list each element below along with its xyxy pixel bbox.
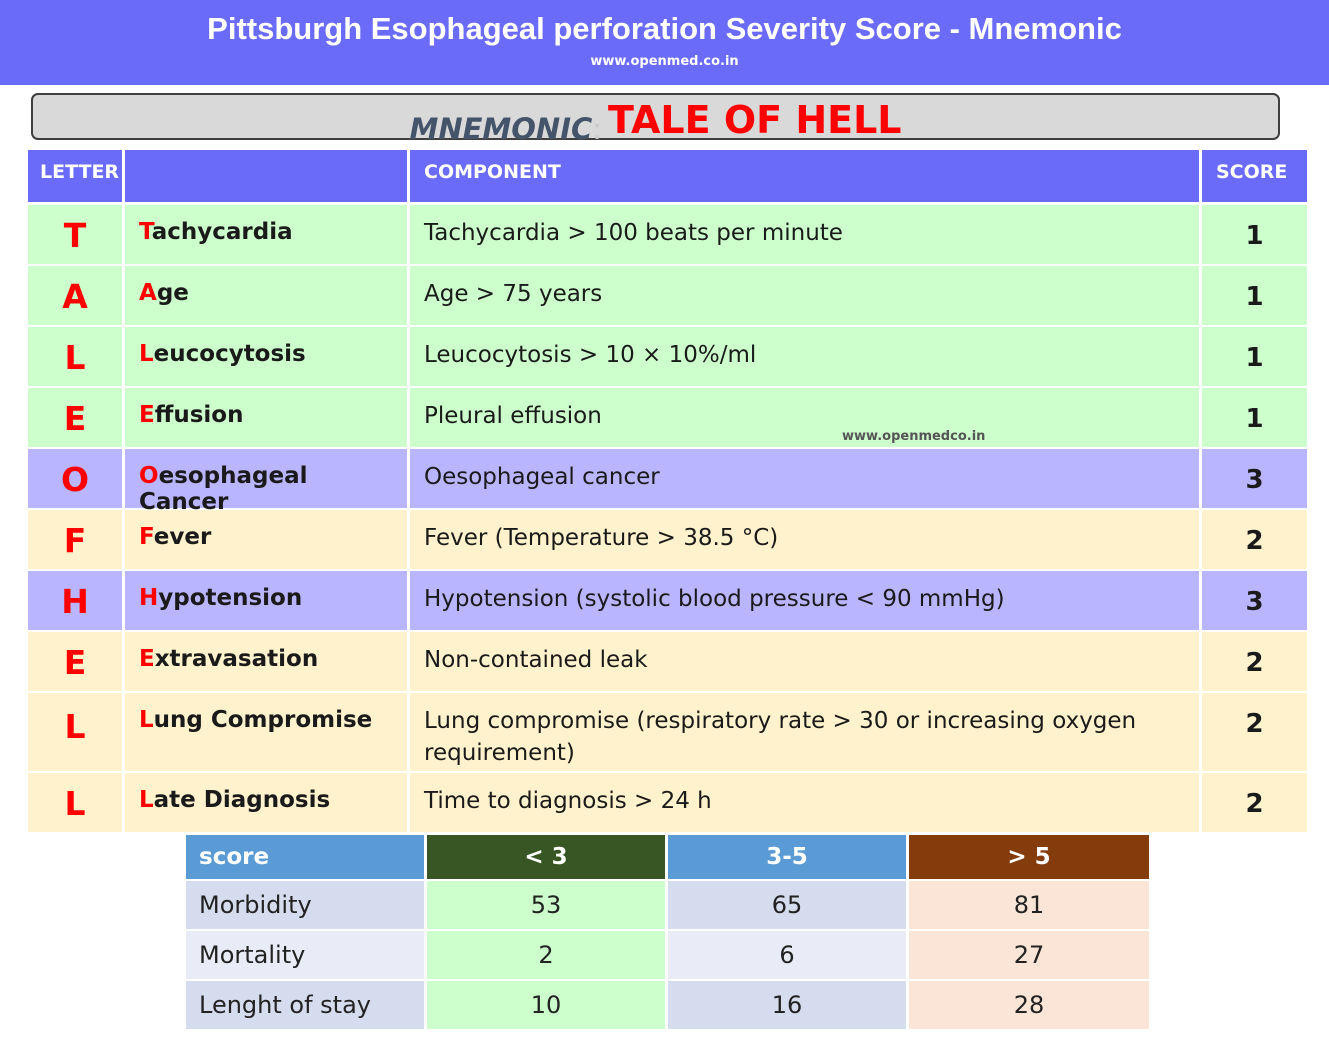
row-name xyxy=(125,388,410,447)
page-header xyxy=(0,0,1329,85)
outcome-label: Mortality xyxy=(186,931,427,979)
row-name-initial: T xyxy=(139,219,152,245)
header-name xyxy=(125,150,410,202)
table-row xyxy=(28,264,1307,325)
page-title: Pittsburgh Esophageal perforation Severity Score - Mnemonic xyxy=(207,11,1122,46)
header-component: COMPONENT xyxy=(410,150,1202,202)
header-url: www.openmed.co.in xyxy=(590,54,739,69)
row-name-initial: O xyxy=(139,463,159,489)
row-component: Time to diagnosis > 24 h xyxy=(410,773,1202,832)
row-name-initial: E xyxy=(139,646,155,672)
table-row xyxy=(28,569,1307,630)
outcome-value: 53 xyxy=(427,881,668,929)
outcome-value: 2 xyxy=(427,931,668,979)
row-score: 1 xyxy=(1245,404,1264,434)
row-name-initial: L xyxy=(139,787,154,813)
table-row xyxy=(28,630,1307,691)
row-score: 1 xyxy=(1245,221,1264,251)
outcome-row xyxy=(186,879,1149,929)
row-name xyxy=(125,773,410,832)
row-score: 1 xyxy=(1245,343,1264,373)
row-name-initial: L xyxy=(139,707,154,733)
table-row xyxy=(28,771,1307,832)
row-name xyxy=(125,510,410,569)
outcome-table xyxy=(186,835,1149,1029)
row-name xyxy=(125,693,410,771)
row-name xyxy=(125,327,410,386)
row-name xyxy=(125,449,410,515)
row-component: Age > 75 years xyxy=(410,266,1202,325)
outcome-value: 65 xyxy=(668,881,909,929)
table-header-row xyxy=(28,150,1307,203)
outcome-header-high: > 5 xyxy=(909,835,1149,879)
row-score: 2 xyxy=(1245,709,1264,739)
row-name-rest: ffusion xyxy=(154,402,244,428)
table-row xyxy=(28,447,1307,515)
row-letter: L xyxy=(28,693,125,771)
row-letter: L xyxy=(28,327,125,386)
row-component: Tachycardia > 100 beats per minute xyxy=(410,205,1202,264)
outcome-header-mid: 3-5 xyxy=(668,835,909,879)
outcome-label: Morbidity xyxy=(186,881,427,929)
row-score: 2 xyxy=(1245,526,1264,556)
outcome-value: 6 xyxy=(668,931,909,979)
row-name xyxy=(125,205,410,264)
table-row xyxy=(28,386,1307,447)
table-row xyxy=(28,691,1307,771)
row-letter: H xyxy=(28,571,125,630)
outcome-header-score: score xyxy=(186,835,427,879)
row-name-rest: achycardia xyxy=(151,219,293,245)
outcome-value: 10 xyxy=(427,981,668,1029)
outcome-row xyxy=(186,929,1149,979)
row-score: 3 xyxy=(1245,587,1264,617)
row-name-initial: E xyxy=(139,402,155,428)
row-name xyxy=(125,571,410,630)
outcome-value: 27 xyxy=(909,931,1149,979)
row-score: 2 xyxy=(1245,648,1264,678)
row-name xyxy=(125,632,410,691)
row-name xyxy=(125,266,410,325)
mnemonic-banner xyxy=(31,93,1280,146)
mnemonic-text: TALE OF HELL xyxy=(608,98,902,142)
watermark: www.openmedco.in xyxy=(842,429,986,444)
outcome-value: 81 xyxy=(909,881,1149,929)
row-name-rest: xtravasation xyxy=(154,646,319,672)
row-name-rest: ge xyxy=(156,280,189,306)
row-name-initial: H xyxy=(139,585,159,611)
outcome-label: Lenght of stay xyxy=(186,981,427,1029)
outcome-header-row xyxy=(186,835,1149,879)
row-score: 2 xyxy=(1245,789,1264,819)
mnemonic-colon: : xyxy=(592,112,603,146)
row-component: Non-contained leak xyxy=(410,632,1202,691)
outcome-value: 16 xyxy=(668,981,909,1029)
row-letter: O xyxy=(28,449,125,508)
row-name-initial: L xyxy=(139,341,154,367)
row-component: Leucocytosis > 10 × 10%/ml xyxy=(410,327,1202,386)
row-letter: E xyxy=(28,632,125,691)
row-letter: F xyxy=(28,510,125,569)
outcome-row xyxy=(186,979,1149,1029)
mnemonic-label: MNEMONIC xyxy=(409,112,593,146)
row-letter: L xyxy=(28,773,125,832)
header-letter: LETTER xyxy=(28,150,125,202)
row-letter: T xyxy=(28,205,125,264)
row-name-initial: A xyxy=(139,280,157,306)
table-row xyxy=(28,508,1307,569)
table-row xyxy=(28,325,1307,386)
header-score: SCORE xyxy=(1216,161,1288,183)
row-name-rest: esophageal Cancer xyxy=(139,463,308,515)
row-letter: E xyxy=(28,388,125,447)
row-component: Fever (Temperature > 38.5 °C) xyxy=(410,510,1202,569)
row-component: Lung compromise (respiratory rate > 30 or increasing oxygen requirement) xyxy=(410,693,1202,771)
row-name-rest: ate Diagnosis xyxy=(153,787,331,813)
row-name-initial: F xyxy=(139,524,154,550)
table-row xyxy=(28,203,1307,264)
row-letter: A xyxy=(28,266,125,325)
outcome-value: 28 xyxy=(909,981,1149,1029)
row-name-rest: ypotension xyxy=(158,585,303,611)
score-table xyxy=(28,150,1307,832)
row-component: Oesophageal cancer xyxy=(410,449,1202,508)
row-component: Hypotension (systolic blood pressure < 90 mmHg) xyxy=(410,571,1202,630)
row-name-rest: eucocytosis xyxy=(153,341,306,367)
row-score: 3 xyxy=(1245,465,1264,495)
row-name-rest: ever xyxy=(153,524,212,550)
row-name-rest: ung Compromise xyxy=(153,707,373,733)
row-component: Pleural effusion xyxy=(410,388,1202,447)
row-score: 1 xyxy=(1245,282,1264,312)
outcome-header-low: < 3 xyxy=(427,835,668,879)
